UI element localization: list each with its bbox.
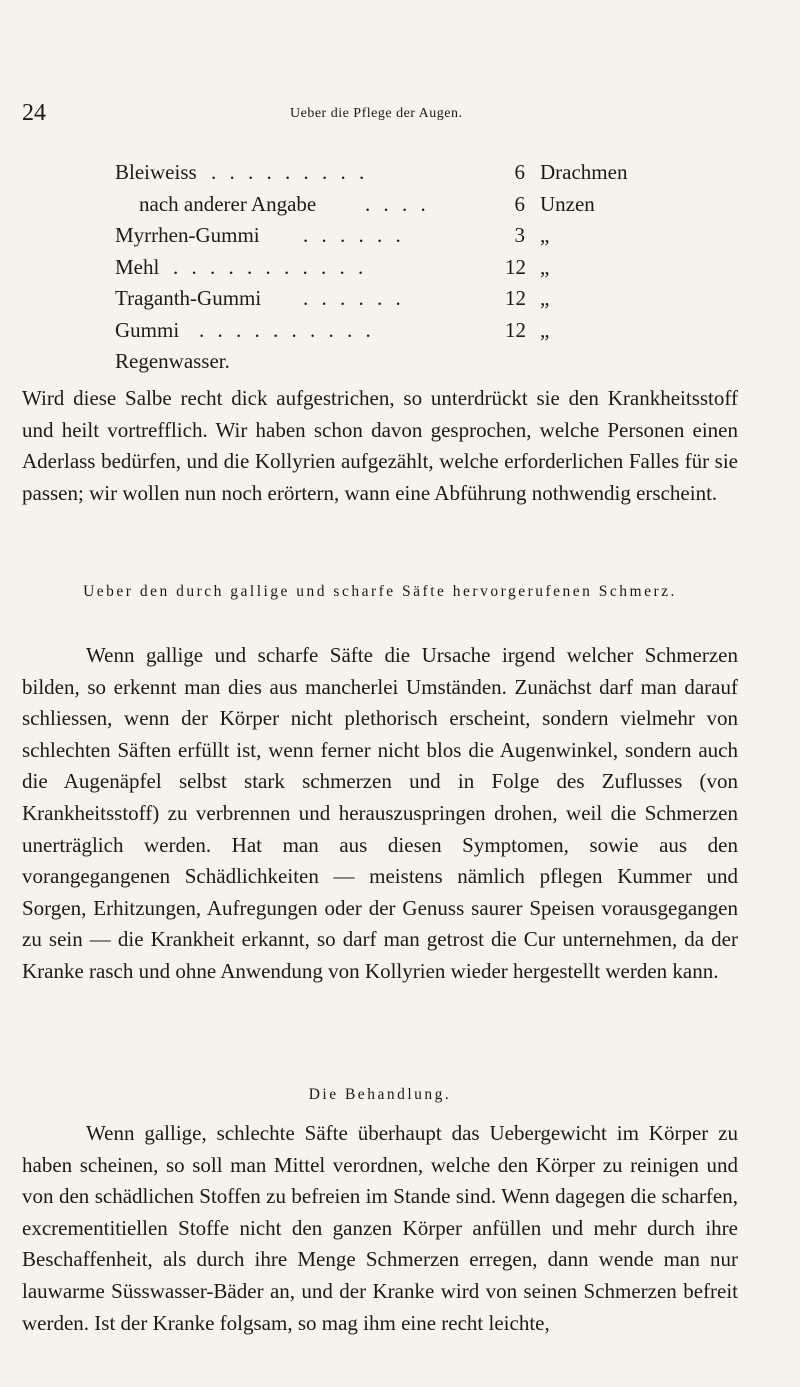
ingredient-quantity: 6 — [514, 191, 525, 216]
page-header — [22, 100, 762, 130]
section-heading: Ueber den durch gallige und scharfe Säfte hervorgerufenen Schmerz. — [83, 583, 677, 600]
ingredient-quantity: 12 — [505, 286, 526, 310]
ingredient-name: Bleiweiss — [115, 160, 197, 184]
ingredient-unit: Unzen — [540, 191, 595, 216]
ingredient-unit: „ — [540, 317, 550, 342]
recipe-row — [115, 223, 675, 255]
recipe-list — [115, 160, 675, 381]
ingredient-name: Myrrhen-Gummi — [115, 223, 260, 247]
running-title: Ueber die Pflege der Augen. — [290, 106, 463, 121]
leader-dots: . . . . . . — [303, 223, 405, 247]
body-paragraph: Wird diese Salbe recht dick aufgestrichen, so unterdrückt sie den Krankheitsstoff und heilt vortrefflich. Wir haben schon davon gesprochen, welche Personen einen Aderlass bedürfen, und die Kollyrien aufgezählt, welche erforderlichen Falles für sie passen; wir wollen nun noch erörtern, wann eine Abführung nothwendig erscheint. — [22, 386, 738, 505]
ingredient-quantity: 6 — [514, 160, 525, 184]
leader-dots: . . . . . . . . . . . — [173, 254, 368, 279]
ingredient-quantity: 12 — [505, 254, 526, 279]
ingredient-unit: „ — [540, 223, 550, 247]
recipe-row — [115, 192, 675, 224]
leader-dots: . . . . . . . . . . — [199, 317, 375, 342]
recipe-row — [115, 255, 675, 287]
subsection-heading: Die Behandlung. — [308, 1086, 452, 1103]
ingredient-name: Regenwasser. — [115, 349, 230, 373]
leader-dots: . . . . — [365, 191, 430, 216]
ingredient-name: Traganth-Gummi — [115, 286, 262, 310]
ingredient-name: Mehl — [115, 254, 160, 279]
ingredient-quantity: 3 — [514, 223, 525, 247]
ingredient-unit: Drachmen — [540, 160, 628, 184]
ingredient-unit: „ — [540, 286, 550, 310]
recipe-row — [115, 318, 675, 350]
ingredient-name: Gummi — [115, 317, 180, 342]
body-paragraph: Wenn gallige und scharfe Säfte die Ursache irgend welcher Schmerzen bilden, so erkennt man dies aus mancherlei Umständen. Zunächst darf man darauf schliessen, wenn der Körper nicht plethorisch erscheint, sondern vielmehr von schlechten Säften erfüllt ist, wenn ferner nicht blos die Augenwinkel, sondern auch die Augenäpfel selbst stark schmerzen und in Folge des Zuflusses (von Krankheitsstoff) zu verbrennen und herauszuspringen drohen, weil die Schmerzen unerträglich werden. Hat man aus diesen Symptomen, sowie aus den vorangegangenen Schädlichkeiten — meistens nämlich pflegen Kummer und Sorgen, Erhitzungen, Aufregungen oder der Genuss saurer Speisen vorausgegangen zu sein — die Krankheit erkannt, so darf man getrost die Cur unternehmen, da der Kranke rasch und ohne Anwendung von Kollyrien wieder hergestellt werden kann. — [22, 643, 738, 983]
ingredient-unit: „ — [540, 254, 550, 279]
body-paragraph: Wenn gallige, schlechte Säfte überhaupt das Uebergewicht im Körper zu haben scheinen, so soll man Mittel verordnen, welche den Körper zu reinigen und von den schädlichen Stoffen zu befreien im Stande sind. Wenn dagegen die scharfen, excrementitiellen Stoffe nicht den ganzen Körper anfüllen und mehr durch ihre Beschaffenheit, als durch ihre Menge Schmerzen erregen, dann wende man nur lauwarme Süsswasser-Bäder an, und der Kranke wird von seinen Schmerzen befreit werden. Ist der Kranke folgsam, so mag ihm eine recht leichte, — [22, 1121, 738, 1335]
ingredient-quantity: 12 — [505, 317, 526, 342]
recipe-row — [115, 286, 675, 318]
page-number: 24 — [22, 100, 46, 126]
leader-dots: . . . . . . . . . — [211, 160, 369, 184]
recipe-row — [115, 160, 675, 192]
ingredient-name: nach anderer Angabe — [139, 191, 317, 216]
leader-dots: . . . . . . — [303, 286, 405, 310]
recipe-row — [115, 349, 675, 381]
